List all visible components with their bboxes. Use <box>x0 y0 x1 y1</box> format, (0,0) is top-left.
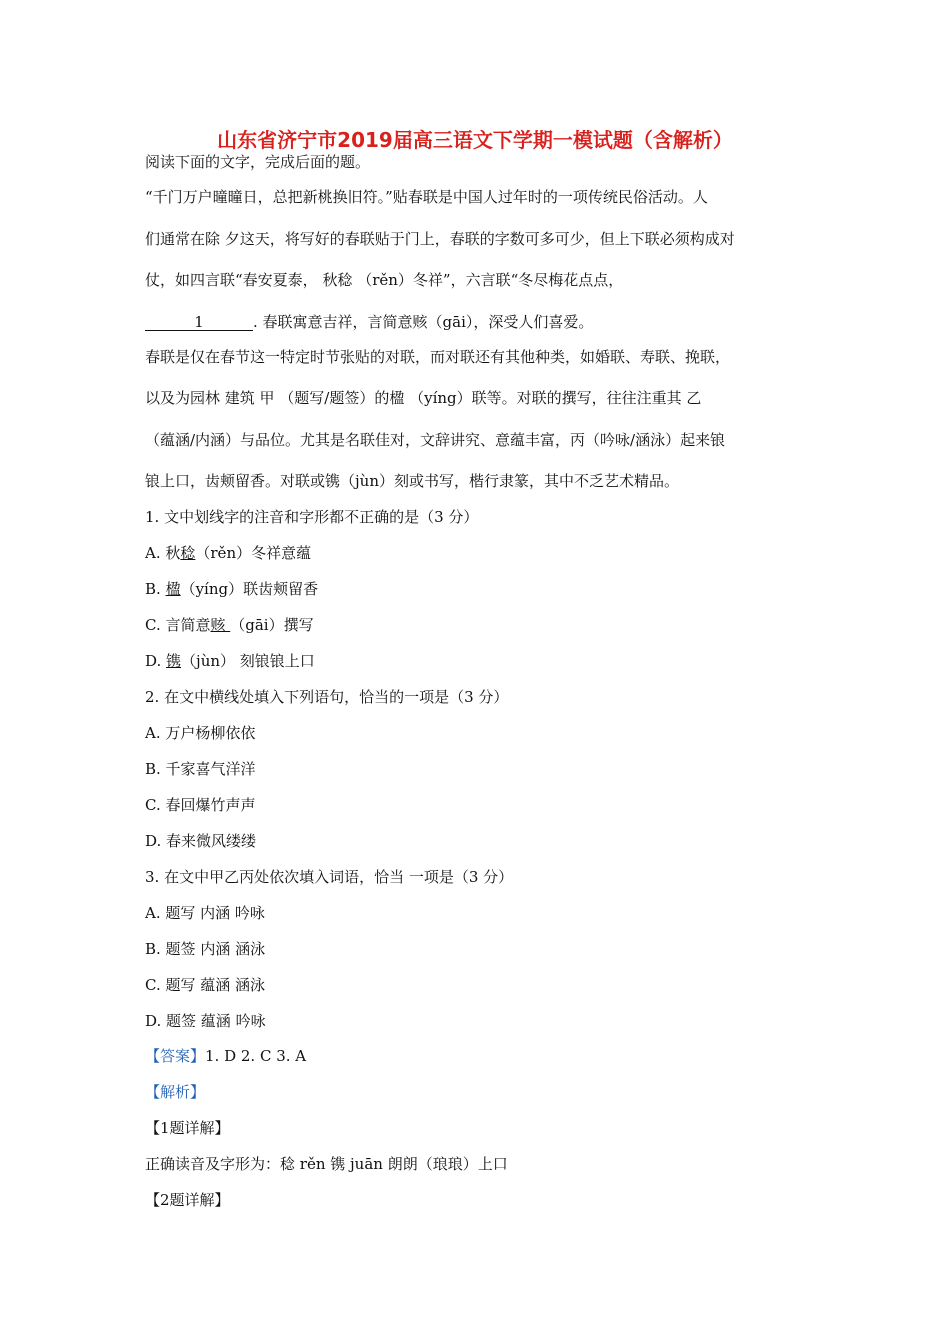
question-3-stem: 3. 在文中甲乙丙处依次填入词语，恰当 一项是（3 分） <box>145 868 514 886</box>
passage-line: 锒上口，齿颊留香。对联或镌（jùn）刻或书写，楷行隶篆，其中不乏艺术精品。 <box>145 472 679 490</box>
underlined-char: 赅 <box>210 616 231 634</box>
option-text: （yíng）联齿颊留香 <box>180 580 319 598</box>
passage-line <box>145 312 593 332</box>
question-2-option-a: A. 万户杨柳依依 <box>145 724 256 742</box>
option-text: A. 秋 <box>145 544 181 562</box>
question-3-option-c: C. 题写 蕴涵 涵泳 <box>145 976 266 994</box>
question-2-option-c: C. 春回爆竹声声 <box>145 796 256 814</box>
option-text: D. <box>145 652 167 670</box>
passage-line: 们通常在除 夕这天，将写好的春联贴于门上，春联的字数可多可少，但上下联必须构成对 <box>145 230 735 248</box>
intro-text: 阅读下面的文字，完成后面的题。 <box>145 153 371 171</box>
underlined-char: 镌 <box>166 652 182 670</box>
passage-line: 春联是仅在春节这一特定时节张贴的对联，而对联还有其他种类，如婚联、寿联、挽联， <box>145 348 731 366</box>
passage-text: . 春联寓意吉祥，言简意赅（gāi），深受人们喜爱。 <box>253 313 594 331</box>
option-text: C. 言简意 <box>145 616 211 634</box>
question-3-option-a: A. 题写 内涵 吟咏 <box>145 904 265 922</box>
question-1-option-b <box>145 579 318 599</box>
answer-line <box>145 1046 306 1066</box>
underlined-char: 楹 <box>165 580 181 598</box>
question-3-option-b: B. 题签 内涵 涵泳 <box>145 940 266 958</box>
question-1-option-c <box>145 615 314 635</box>
question-2-stem: 2. 在文中横线处填入下列语句，恰当的一项是（3 分） <box>145 688 509 706</box>
question-1-stem: 1. 文中划线字的注音和字形都不正确的是（3 分） <box>145 508 479 526</box>
underlined-char: 稔 <box>180 544 196 562</box>
option-text: （jùn） 刻锒锒上口 <box>181 652 315 670</box>
passage-line: “千门万户曈曈日，总把新桃换旧符。”贴春联是中国人过年时的一项传统民俗活动。人 <box>145 188 708 206</box>
analysis-label: 【解析】 <box>145 1083 206 1101</box>
passage-line: （蕴涵/内涵）与品位。尤其是名联佳对，文辞讲究、意蕴丰富，丙（吟咏/涵泳）起来锒 <box>145 431 726 449</box>
option-text: B. <box>145 580 166 598</box>
passage-line: 仗，如四言联“春安夏泰， 秋稔 （rěn）冬祥”，六言联“冬尽梅花点点， <box>145 271 624 289</box>
question-1-option-a <box>145 543 311 563</box>
question-2-option-d: D. 春来微风缕缕 <box>145 832 257 850</box>
passage-line: 以及为园林 建筑 甲 （题写/题签）的楹 （yíng）联等。对联的撰写，往往注重其 乙 <box>145 389 702 407</box>
document-title: 山东省济宁市2019届高三语文下学期一模试题（含解析） <box>217 128 733 152</box>
q1-analysis-heading: 【1题详解】 <box>145 1119 230 1137</box>
question-3-option-d: D. 题签 蕴涵 吟咏 <box>145 1012 266 1030</box>
question-1-option-d <box>145 651 315 671</box>
q2-analysis-heading: 【2题详解】 <box>145 1191 230 1209</box>
answer-text: 1. D 2. C 3. A <box>205 1047 307 1065</box>
option-text: （gāi）撰写 <box>230 616 314 634</box>
answer-label: 【答案】 <box>145 1047 206 1065</box>
q1-analysis-text: 正确读音及字形为：稔 rěn 镌 juān 朗朗（琅琅）上口 <box>145 1155 508 1173</box>
option-text: （rěn）冬祥意蕴 <box>195 544 312 562</box>
fill-blank: 1 <box>145 314 253 331</box>
question-2-option-b: B. 千家喜气洋洋 <box>145 760 256 778</box>
